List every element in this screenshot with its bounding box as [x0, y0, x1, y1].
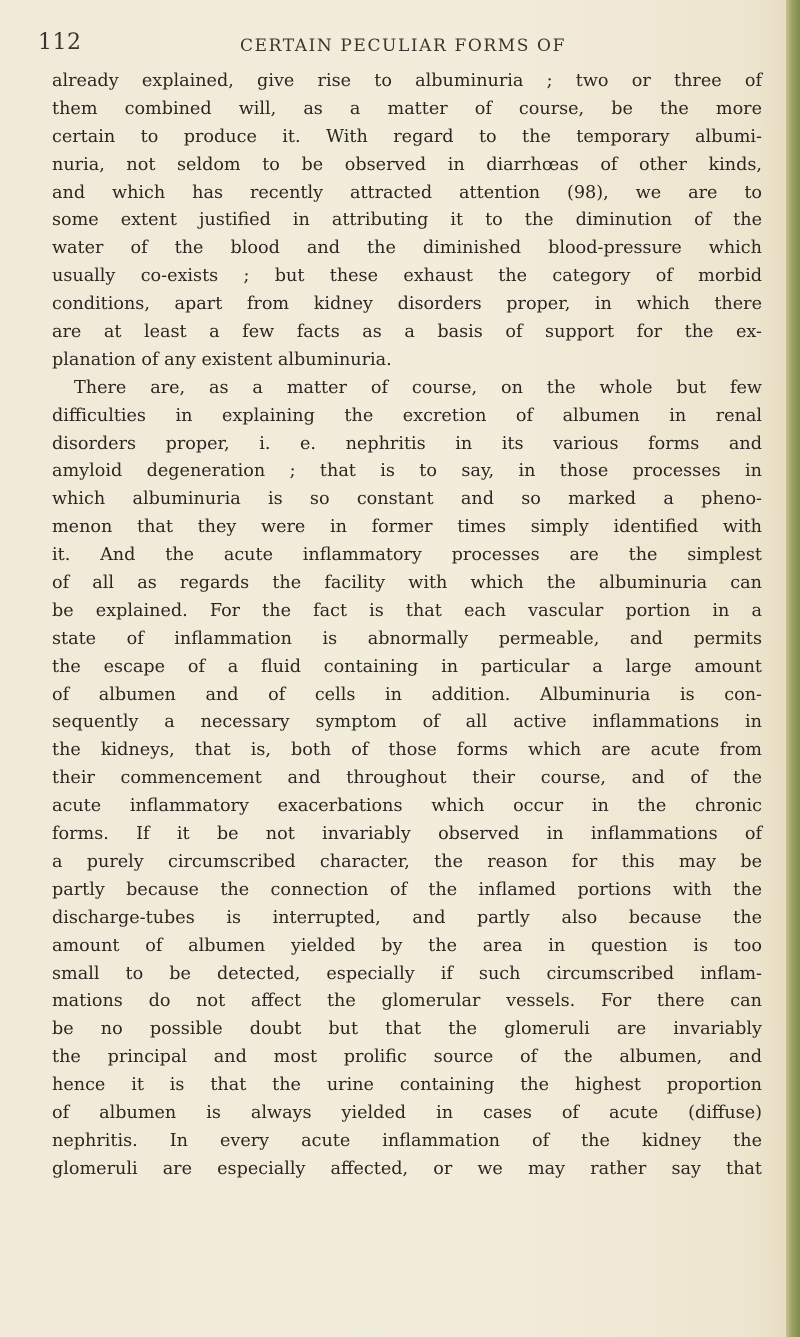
text-line: are at least a few facts as a basis of support for the ex- [52, 322, 762, 343]
text-line: partly because the connection of the inflamed portions with the [52, 879, 762, 900]
text-line: be explained. For the fact is that each vascular portion in a [52, 600, 762, 621]
text-line: menon that they were in former times simply identified with [52, 517, 762, 538]
text-line: a purely circumscribed character, the reason for this may be [52, 851, 762, 872]
text-line: nephritis. In every acute inflammation of the kidney the [52, 1130, 762, 1151]
text-line: small to be detected, especially if such circumscribed inflam- [52, 963, 762, 984]
text-line: of all as regards the facility with which the albuminuria can [52, 573, 762, 594]
text-line: which albuminuria is so constant and so marked a pheno- [52, 489, 762, 510]
text-line: them combined will, as a matter of course, be the more [52, 98, 762, 119]
text-line: hence it is that the urine containing the highest proportion [52, 1075, 762, 1096]
text-line: nuria, not seldom to be observed in diarrhœas of other kinds, [52, 154, 762, 175]
text-line: their commencement and throughout their course, and of the [52, 768, 762, 789]
text-line: glomeruli are especially affected, or we may rather say that [52, 1158, 762, 1179]
text-line: water of the blood and the diminished blood-pressure which [52, 238, 762, 259]
text-line: of albumen is always yielded in cases of acute (diffuse) [52, 1102, 762, 1123]
text-line: the escape of a fluid containing in particular a large amount [52, 656, 762, 677]
text-line: There are, as a matter of course, on the whole but few [74, 377, 762, 398]
text-line: sequently a necessary symptom of all active inflammations in [52, 712, 762, 733]
text-line: difficulties in explaining the excretion of albumen in renal [52, 405, 762, 426]
text-line: conditions, apart from kidney disorders proper, in which there [52, 294, 762, 315]
text-line: certain to produce it. With regard to the temporary albumi- [52, 126, 762, 147]
running-head: CERTAIN PECULIAR FORMS OF [240, 36, 566, 56]
text-line: amyloid degeneration ; that is to say, in those processes in [52, 461, 762, 482]
text-line: amount of albumen yielded by the area in question is too [52, 935, 762, 956]
text-line: planation of any existent albuminuria. [52, 349, 392, 370]
text-line: forms. If it be not invariably observed in inflammations of [52, 824, 762, 845]
text-line: the kidneys, that is, both of those forms which are acute from [52, 740, 762, 761]
text-line: disorders proper, i. e. nephritis in its various forms and [52, 433, 762, 454]
text-line: state of inflammation is abnormally permeable, and permits [52, 628, 762, 649]
body-text [52, 68, 762, 1184]
text-line: it. And the acute inflammatory processes are the simplest [52, 545, 762, 566]
text-line: discharge-tubes is interrupted, and partly also because the [52, 907, 762, 928]
page-number: 112 [38, 30, 82, 55]
text-line: and which has recently attracted attention (98), we are to [52, 182, 762, 203]
text-line: some extent justified in attributing it to the diminution of the [52, 210, 762, 231]
text-line: acute inflammatory exacerbations which occur in the chronic [52, 796, 762, 817]
text-line: the principal and most prolific source of the albumen, and [52, 1047, 762, 1068]
page-edge [786, 0, 800, 1337]
text-line: be no possible doubt but that the glomeruli are invariably [52, 1019, 762, 1040]
text-line: mations do not affect the glomerular vessels. For there can [52, 991, 762, 1012]
text-line: already explained, give rise to albuminuria ; two or three of [52, 71, 762, 91]
text-line: of albumen and of cells in addition. Albuminuria is con- [52, 684, 762, 705]
text-line: usually co-exists ; but these exhaust the category of morbid [52, 266, 762, 287]
